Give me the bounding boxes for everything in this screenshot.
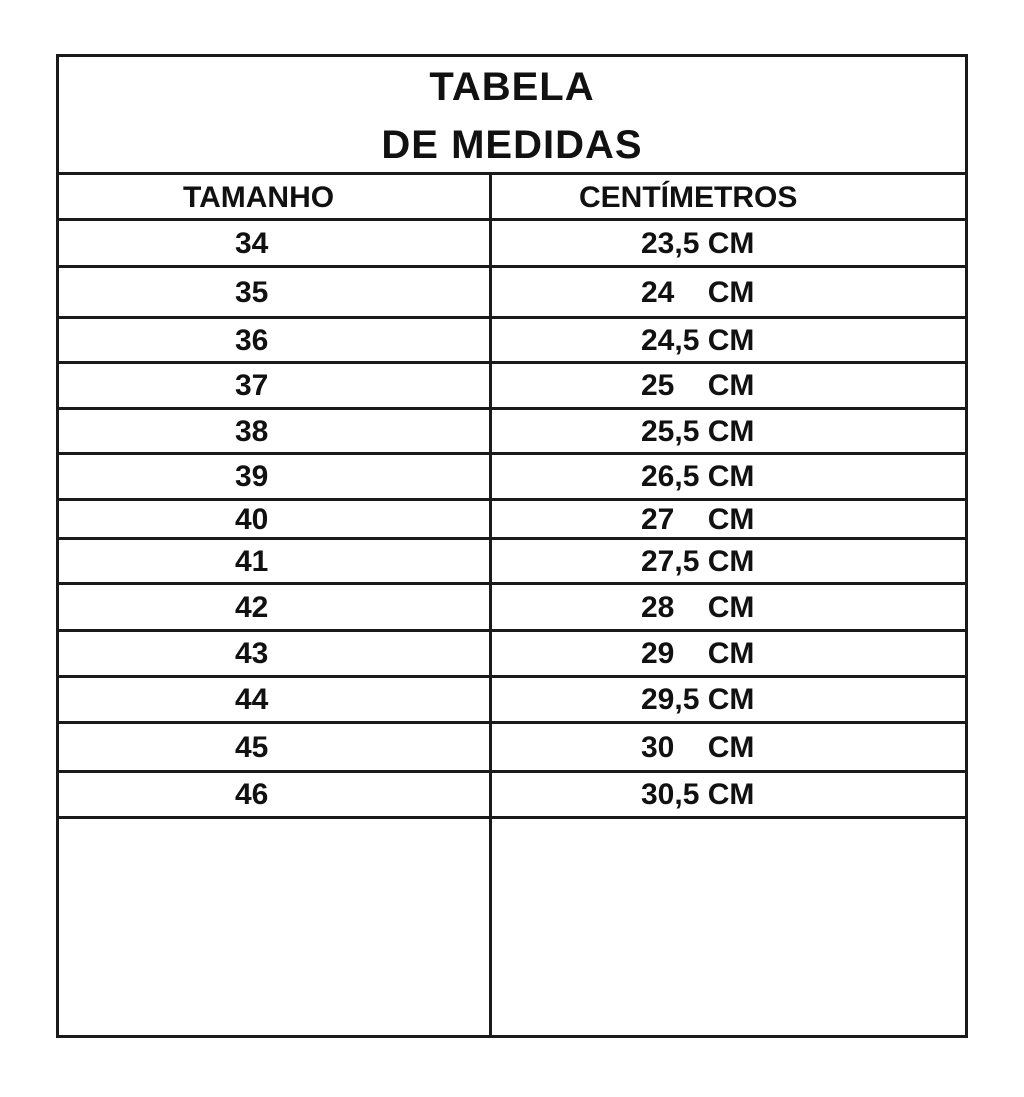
- centimeters-cell: 25,5 CM: [641, 415, 755, 448]
- table-row: [59, 319, 965, 364]
- size-cell: 36: [235, 324, 269, 357]
- centimeters-cell: 27 CM: [641, 503, 755, 536]
- table-row: [59, 410, 965, 455]
- size-cell: 46: [235, 778, 269, 811]
- header-centimeters: CENTÍMETROS: [579, 181, 798, 214]
- centimeters-cell: 27,5 CM: [641, 545, 755, 578]
- size-cell: 44: [235, 683, 269, 716]
- centimeters-cell: 28 CM: [641, 591, 755, 624]
- header-row: [59, 175, 965, 221]
- title-line-2: DE MEDIDAS: [381, 123, 643, 167]
- table-row: [59, 632, 965, 678]
- table-row: [59, 364, 965, 410]
- centimeters-cell: 24 CM: [641, 276, 755, 309]
- size-cell: 40: [235, 503, 269, 536]
- table-row: [59, 221, 965, 268]
- centimeters-cell: 29 CM: [641, 637, 755, 670]
- size-chart-table: [56, 54, 968, 1038]
- header-size: TAMANHO: [183, 181, 335, 214]
- size-cell: 41: [235, 545, 269, 578]
- table-row: [59, 455, 965, 501]
- table-row: [59, 268, 965, 319]
- size-cell: 37: [235, 369, 269, 402]
- centimeters-cell: 30,5 CM: [641, 778, 755, 811]
- size-cell: 45: [235, 731, 269, 764]
- title-line-1: TABELA: [429, 65, 595, 109]
- centimeters-cell: 26,5 CM: [641, 460, 755, 493]
- table-row: [59, 585, 965, 632]
- centimeters-cell: 29,5 CM: [641, 683, 755, 716]
- table-row: [59, 501, 965, 540]
- centimeters-cell: 25 CM: [641, 369, 755, 402]
- table-row: [59, 773, 965, 819]
- table-row: [59, 724, 965, 773]
- centimeters-cell: 24,5 CM: [641, 324, 755, 357]
- table-row: [59, 678, 965, 724]
- title-block: [59, 57, 965, 175]
- centimeters-cell: 23,5 CM: [641, 227, 755, 260]
- size-cell: 39: [235, 460, 269, 493]
- size-cell: 42: [235, 591, 269, 624]
- size-cell: 35: [235, 276, 269, 309]
- size-cell: 43: [235, 637, 269, 670]
- centimeters-cell: 30 CM: [641, 731, 755, 764]
- size-cell: 38: [235, 415, 269, 448]
- table-row: [59, 540, 965, 585]
- size-cell: 34: [235, 227, 269, 260]
